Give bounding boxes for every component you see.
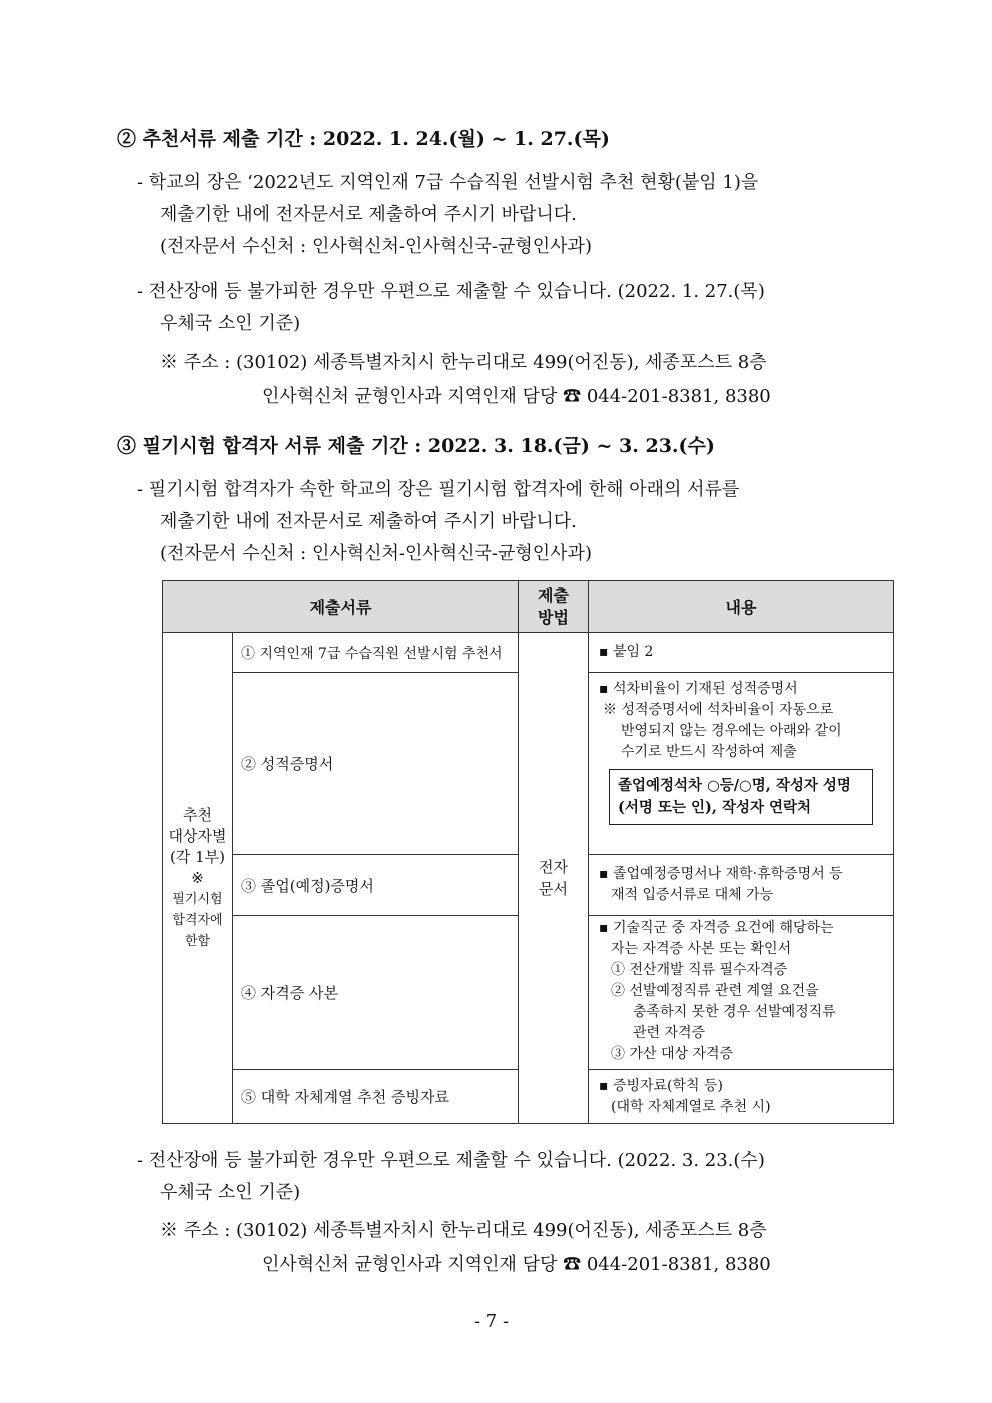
content-line: ※ 성적증명서에 석차비율이 자동으로: [603, 702, 834, 718]
table-row: [163, 633, 894, 673]
section2-heading: ② 추천서류 제출 기간 : 2022. 1. 24.(월) ~ 1. 27.(목): [117, 128, 610, 150]
doc-cell-certificate: ④ 자격증 사본: [233, 916, 519, 1070]
doc-cell-graduation: ③ 졸업(예정)증명서: [233, 855, 519, 916]
content-cell-transcript: [589, 673, 894, 855]
content-line: ▪ 석차비율이 기재된 성적증명서: [599, 681, 798, 697]
section3-address-line2: 인사혁신처 균형인사과 지역인재 담당 ☎ 044-201-8381, 8380: [262, 1254, 771, 1275]
group-label-line: 필기시험: [172, 891, 223, 907]
content-cell-graduation: [589, 855, 894, 916]
content-cell-certificate: [589, 916, 894, 1070]
section3-address-line1: ※ 주소 : (30102) 세종특별자치시 한누리대로 499(어진동), 세종포스트 8층: [160, 1220, 767, 1241]
content-line: 수기로 반드시 작성하여 제출: [621, 744, 797, 760]
content-line: 재적 입증서류로 대체 가능: [611, 887, 774, 903]
content-line: ▪ 졸업예정증명서나 재학·휴학증명서 등: [599, 866, 843, 882]
rank-note-box: [609, 769, 873, 825]
content-line: ③ 가산 대상 자격증: [611, 1046, 734, 1062]
doc-cell-recommendation: ① 지역인재 7급 수습직원 선발시험 추천서: [233, 633, 519, 673]
section3-bullet1-line1: - 필기시험 합격자가 속한 학교의 장은 필기시험 합격자에 한해 아래의 서류를: [137, 479, 740, 500]
content-line: 자는 자격증 사본 또는 확인서: [611, 941, 792, 957]
section2-bullet2-line2: 우체국 소인 기준): [160, 313, 301, 334]
rank-note-line2: (서명 또는 인), 작성자 연락처: [618, 799, 812, 816]
method-line: 전자: [539, 858, 568, 876]
group-label-cell: [163, 633, 233, 1124]
content-line: (대학 자체계열로 추천 시): [611, 1098, 771, 1115]
section3-bullet2-line2: 우체국 소인 기준): [160, 1182, 301, 1203]
content-line: 관련 자격증: [633, 1025, 706, 1041]
content-line: ▪ 증빙자료(학칙 등): [599, 1077, 723, 1094]
section2-bullet1-recipient: (전자문서 수신처 : 인사혁신처-인사혁신국-균형인사과): [160, 236, 592, 257]
table-header-row: [163, 581, 894, 633]
content-line: ▪ 기술직군 중 자격증 요건에 해당하는: [599, 920, 834, 936]
group-label-line: 한함: [184, 933, 211, 949]
group-label-line: 대상자별: [168, 826, 227, 845]
content-cell-evidence: [589, 1070, 894, 1124]
header-method: [519, 581, 589, 633]
submission-documents-table: [162, 580, 894, 1124]
header-method-line2: 방법: [538, 607, 569, 627]
group-label-line: 합격자에: [172, 912, 223, 928]
rank-note-line1: 졸업예정석차 ○등/○명, 작성자 성명: [618, 777, 851, 794]
section2-bullet1-line1: - 학교의 장은 ‘2022년도 지역인재 7급 수습직원 선발시험 추천 현황(붙임 1)을: [137, 172, 759, 193]
group-label-line: (각 1부): [170, 847, 225, 866]
method-line: 문서: [539, 880, 568, 898]
group-label-line: 추천: [183, 805, 212, 824]
method-cell: [519, 633, 589, 1124]
section2-bullet2-line1: - 전산장애 등 불가피한 경우만 우편으로 제출할 수 있습니다. (2022. 1. 27.(목): [137, 281, 765, 302]
section2-bullet1-line2: 제출기한 내에 전자문서로 제출하여 주시기 바랍니다.: [160, 204, 577, 225]
page-number: - 7 -: [474, 1311, 510, 1332]
header-content: 내용: [589, 581, 894, 633]
content-line: ① 전산개발 직류 필수자격증: [611, 962, 788, 978]
content-line: ② 선발예정직류 관련 계열 요건을: [611, 983, 819, 999]
header-method-line1: 제출: [538, 585, 569, 605]
section3-bullet2-line1: - 전산장애 등 불가피한 경우만 우편으로 제출할 수 있습니다. (2022. 3. 23.(수): [137, 1150, 765, 1171]
section3-heading: ③ 필기시험 합격자 서류 제출 기간 : 2022. 3. 18.(금) ~ 3. 23.(수): [117, 435, 715, 457]
doc-cell-evidence: ⑤ 대학 자체계열 추천 증빙자료: [233, 1070, 519, 1124]
group-label-line: ※: [191, 868, 204, 887]
content-line: 충족하지 못한 경우 선발예정직류: [633, 1004, 836, 1020]
content-line: ▪ 붙임 2: [599, 644, 654, 660]
section2-address-line1: ※ 주소 : (30102) 세종특별자치시 한누리대로 499(어진동), 세종포스트 8층: [160, 352, 767, 373]
doc-cell-transcript: ② 성적증명서: [233, 673, 519, 855]
section3-bullet1-line2: 제출기한 내에 전자문서로 제출하여 주시기 바랍니다.: [160, 511, 577, 532]
content-cell-recommendation: [589, 633, 894, 673]
section3-bullet1-recipient: (전자문서 수신처 : 인사혁신처-인사혁신국-균형인사과): [160, 543, 592, 564]
header-docs: 제출서류: [163, 581, 519, 633]
section2-address-line2: 인사혁신처 균형인사과 지역인재 담당 ☎ 044-201-8381, 8380: [262, 386, 771, 407]
content-line: 반영되지 않는 경우에는 아래와 같이: [621, 723, 842, 739]
